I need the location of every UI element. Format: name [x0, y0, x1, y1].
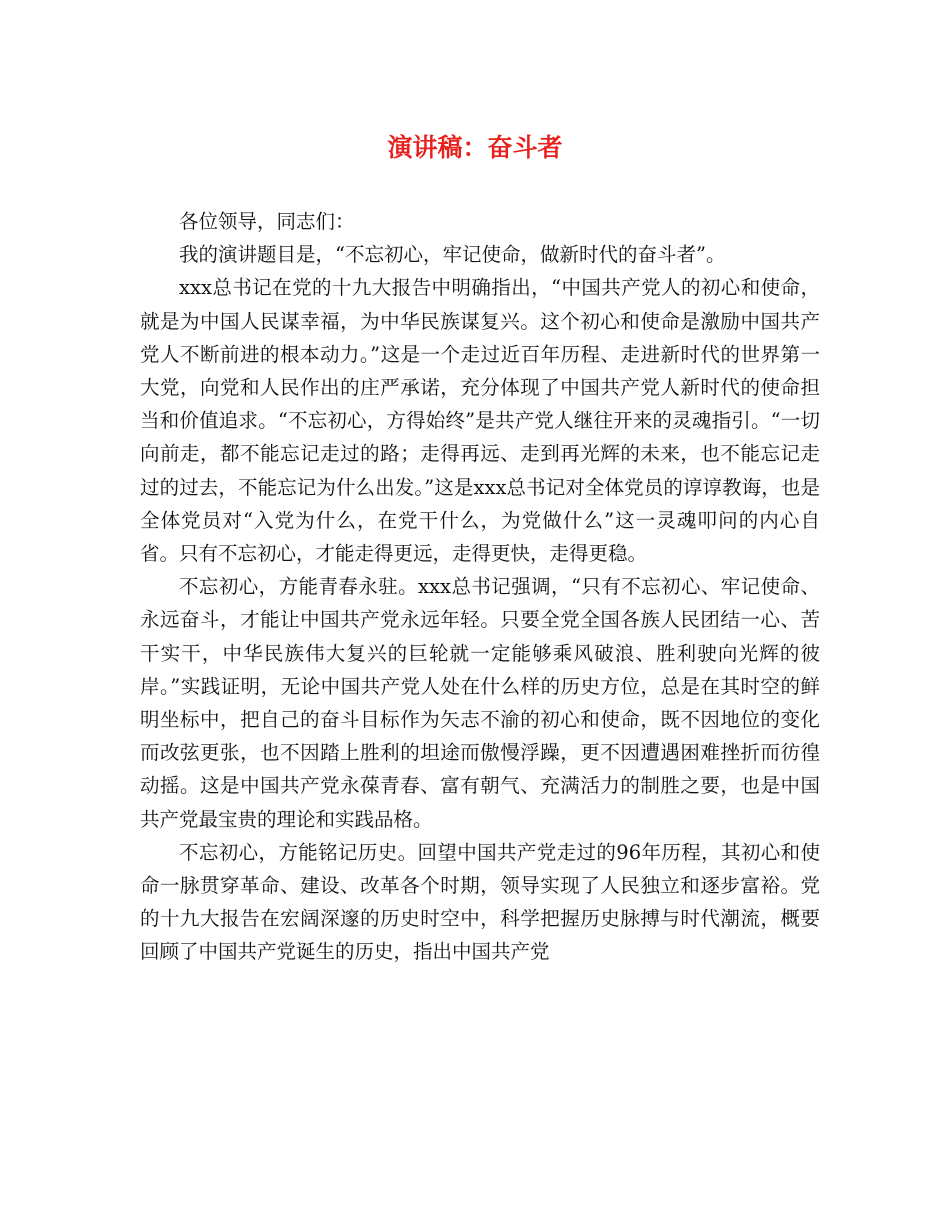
salutation-paragraph: 各位领导，同志们：	[179, 210, 355, 233]
topic-paragraph: 我的演讲题目是，“不忘初心，牢记使命，做新时代的奋斗者”。	[179, 243, 726, 267]
body-paragraph: 不忘初心，方能青春永驻。xxx总书记强调，“只有不忘初心、牢记使命、永远奋斗，才能让中国共产党永远年轻。只要全党全国各族人民团结一心、苦干实干，中华民族伟大复兴的巨轮就一定能够乘风破浪、胜利驶向光辉的彼岸。”实践证明，无论中国共产党人处在什么样的历史方位，总是在其时空的鲜明坐标中，把自己的奋斗目标作为矢志不渝的初心和使命，既不因地位的变化而改弦更张，也不因踏上胜利的坦途而傲慢浮躁，更不因遭遇困难挫折而彷徨动摇。这是中国共产党永葆青春、富有朝气、充满活力的制胜之要，也是中国共产党最宝贵的理论和实践品格。	[140, 575, 820, 831]
body-paragraph: xxx总书记在党的十九大报告中明确指出，“中国共产党人的初心和使命，就是为中国人民谋幸福，为中华民族谋复兴。这个初心和使命是激励中国共产党人不断前进的根本动力。”这是一个走过近百年历程、走进新时代的世界第一大党，向党和人民作出的庄严承诺，充分体现了中国共产党人新时代的使命担当和价值追求。“不忘初心，方得始终”是共产党人继往开来的灵魂指引。“一切向前走，都不能忘记走过的路；走得再远、走到再光辉的未来，也不能忘记走过的过去，不能忘记为什么出发。”这是xxx总书记对全体党员的谆谆教诲，也是全体党员对“入党为什么，在党干什么，为党做什么”这一灵魂叩问的内心自省。只有不忘初心，才能走得更远，走得更快，走得更稳。	[140, 276, 820, 566]
document-title: 演讲稿：奋斗者	[387, 133, 563, 162]
body-paragraph: 不忘初心，方能铭记历史。回望中国共产党走过的96年历程，其初心和使命一脉贯穿革命、建设、改革各个时期，领导实现了人民独立和逐步富裕。党的十九大报告在宏阔深邃的历史时空中，科学把握历史脉搏与时代潮流，概要回顾了中国共产党诞生的历史，指出中国共产党	[140, 840, 820, 964]
document-body	[140, 205, 820, 969]
